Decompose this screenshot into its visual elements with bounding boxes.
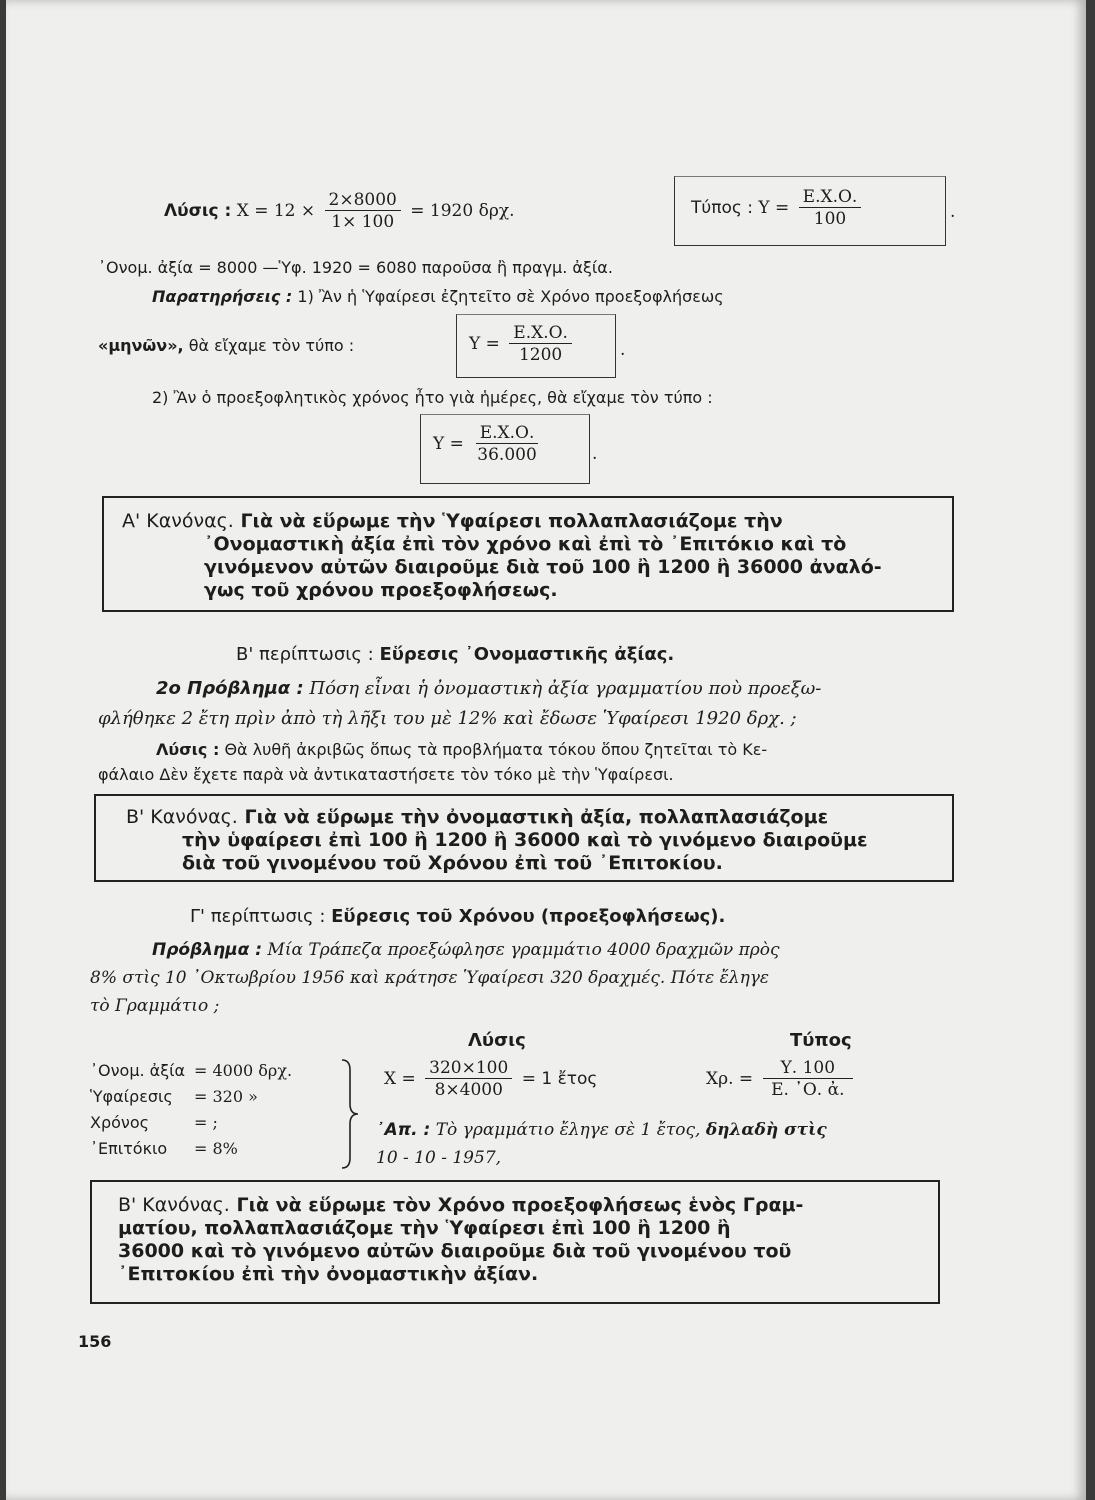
- rule-line: ματίου, πολλαπλασιάζομε τὴν Ὑφαίρεσι ἐπὶ 100 ἢ 1200 ἢ: [118, 1217, 731, 1239]
- case-title: Εὕρεσις ᾿Ονομαστικῆς ἀξίας.: [379, 644, 675, 665]
- fraction-numerator: Υ. 100: [763, 1058, 853, 1079]
- fraction-numerator: 2×8000: [325, 190, 401, 211]
- given-key: ᾿Επιτόκιο: [90, 1139, 168, 1158]
- problem-text: Μία Τράπεζα προεξώφλησε γραμμάτιο 4000 δραχμῶν πρὸς: [267, 940, 780, 960]
- rule-b1-box: [94, 794, 954, 882]
- remarks-line-1: [152, 287, 724, 306]
- right-brace-icon: [338, 1058, 360, 1170]
- formula-box-months: [456, 314, 616, 378]
- rule-line: ᾿Ονομαστικὴ ἀξία ἐπὶ τὸν χρόνο καὶ ἐπὶ τὸ ᾿Επιτόκιο καὶ τὸ: [204, 533, 847, 555]
- fraction-numerator: 320×100: [425, 1058, 512, 1079]
- fraction-denominator: 36.000: [477, 445, 537, 465]
- given-data: [90, 1058, 292, 1162]
- rule-label: Α' Κανόνας.: [122, 510, 234, 532]
- rule-line: Γιὰ νὰ εὕρωμε τὴν Ὑφαίρεσι πολλαπλασιάζομε τὴν: [240, 510, 783, 532]
- fraction-denominator: 1× 100: [331, 212, 395, 232]
- rule-line: ᾿Επιτοκίου ἐπὶ τὴν ὀνομαστικὴν ἀξίαν.: [118, 1263, 539, 1285]
- formula-fraction: [799, 187, 862, 230]
- given-row: [90, 1084, 292, 1110]
- formula-fraction: [473, 423, 540, 466]
- page-number: 156: [78, 1332, 112, 1351]
- formula-period: .: [620, 340, 626, 360]
- solution-lhs: Χ = 12 ×: [236, 201, 316, 221]
- solution-lhs: Χ =: [384, 1069, 416, 1089]
- problem-2-line-1: [156, 678, 821, 699]
- fraction-denominator: 1200: [518, 345, 563, 365]
- solution-3: [384, 1058, 597, 1101]
- fraction-numerator: Ε.Χ.Ο.: [509, 323, 572, 344]
- answer-text: Τὸ γραμμάτιο ἔληγε σὲ 1 ἔτος,: [435, 1120, 701, 1140]
- book-page: [6, 0, 1086, 1500]
- answer-emphasis: δηλαδὴ στὶς: [705, 1120, 827, 1140]
- formula-fraction: [509, 323, 572, 366]
- solution-label: Λύσις :: [164, 201, 232, 221]
- problem-label: 2ο Πρόβλημα :: [156, 678, 304, 699]
- problem-2-solution-2: φάλαιο Δὲν ἔχετε παρὰ νὰ ἀντικαταστήσετε τὸν τόκο μὲ τὴν Ὑφαίρεσι.: [98, 765, 674, 784]
- given-key: Χρόνος: [90, 1113, 150, 1132]
- given-row: [90, 1136, 292, 1162]
- given-value: = 320 »: [194, 1087, 258, 1106]
- case-title: Εὕρεσις τοῦ Χρόνου (προεξοφλήσεως).: [331, 906, 726, 927]
- given-value: = ;: [194, 1113, 218, 1132]
- formula-label: Τύπος :: [691, 198, 753, 218]
- problem-3-line-2: 8% στὶς 10 ᾿Οκτωβρίου 1956 καὶ κράτησε Ὑφαίρεσι 320 δραχμές. Πότε ἔληγε: [90, 968, 770, 988]
- problem-text: Πόση εἶναι ἡ ὀνομαστικὴ ἀξία γραμματίου ποὺ προεξω-: [309, 678, 822, 699]
- rule-label: Β' Κανόνας.: [118, 1194, 230, 1216]
- formula-period: .: [950, 202, 956, 222]
- remarks-label: Παρατηρήσεις :: [152, 287, 293, 306]
- fraction-denominator: Ε. ᾿Ο. ἀ.: [771, 1080, 845, 1100]
- given-key: Ὑφαίρεσις: [90, 1087, 173, 1106]
- rule-line: 36000 καὶ τὸ γινόμενο αὐτῶν διαιροῦμε διὰ τοῦ γινομένου τοῦ: [118, 1240, 792, 1262]
- problem-2-solution-1: [156, 740, 767, 759]
- case-c-heading: [190, 906, 725, 927]
- formula-box-days: [420, 414, 590, 484]
- problem-3-line-3: τὸ Γραμμάτιο ;: [90, 996, 220, 1016]
- remarks-months: «μηνῶν»,: [98, 336, 184, 355]
- remarks-line-2: 2) Ἂν ὁ προεξοφλητικὸς χρόνος ἦτο γιὰ ἡμέρες, θὰ εἴχαμε τὸν τύπο :: [152, 388, 713, 407]
- case-prefix: Β' περίπτωσις :: [236, 644, 374, 665]
- formula-lhs: Χρ. =: [706, 1069, 754, 1089]
- solution-label: Λύσις :: [156, 740, 220, 759]
- formula-lhs: Υ =: [758, 198, 790, 218]
- rule-line: διὰ τοῦ γινομένου τοῦ Χρόνου ἐπὶ τοῦ ᾿Επιτοκίου.: [182, 852, 723, 874]
- given-row: [90, 1110, 292, 1136]
- problem-2-line-2: φλήθηκε 2 ἔτη πρὶν ἀπὸ τὴ λῆξι του μὲ 12% καὶ ἔδωσε Ὑφαίρεσι 1920 δρχ. ;: [98, 708, 797, 729]
- rule-line: τὴν ὑφαίρεσι ἐπὶ 100 ἢ 1200 ἢ 36000 καὶ τὸ γινόμενο διαιροῦμε: [182, 829, 868, 851]
- fraction-denominator: 100: [813, 209, 847, 229]
- rule-line: γως τοῦ χρόνου προεξοφλήσεως.: [204, 579, 558, 601]
- rule-a-box: [102, 496, 954, 612]
- remarks-text-1b: θὰ εἴχαμε τὸν τύπο :: [188, 336, 355, 355]
- solution-fraction: [325, 190, 401, 233]
- given-row: [90, 1058, 292, 1084]
- formula-lhs: Υ =: [469, 334, 500, 354]
- formula-period: .: [592, 444, 598, 464]
- fraction-numerator: Ε.Χ.Ο.: [476, 423, 539, 444]
- rule-label: Β' Κανόνας.: [126, 806, 238, 828]
- rule-line: Γιὰ νὰ εὕρωμε τὴν ὀνομαστικὴ ἀξία, πολλαπλασιάζομε: [244, 806, 829, 828]
- case-prefix: Γ' περίπτωσις :: [190, 906, 326, 927]
- nominal-value-line: ᾿Ονομ. ἀξία = 8000 —Ὑφ. 1920 = 6080 παροῦσα ἢ πραγμ. ἀξία.: [98, 258, 613, 277]
- solution-heading: Λύσις: [468, 1030, 526, 1051]
- rule-line: γινόμενον αὐτῶν διαιροῦμε διὰ τοῦ 100 ἢ 1200 ἢ 36000 ἀναλό-: [204, 556, 882, 578]
- rule-b2-box: [90, 1180, 940, 1304]
- solution-1: [164, 190, 515, 233]
- formula-heading: Τύπος: [790, 1030, 852, 1051]
- formula-fraction: [763, 1058, 853, 1101]
- given-value: = 8%: [194, 1139, 238, 1158]
- formula-lhs: Υ =: [433, 434, 464, 454]
- answer-label: ᾿Απ. :: [376, 1120, 431, 1140]
- solution-text: Θὰ λυθῆ ἀκριβῶς ὅπως τὰ προβλήματα τόκου ὅπου ζητεῖται τὸ Κε-: [224, 740, 768, 759]
- fraction-denominator: 8×4000: [434, 1080, 503, 1100]
- answer-line-2: 10 - 10 - 1957,: [376, 1148, 502, 1168]
- answer-line-1: [376, 1120, 827, 1140]
- problem-label: Πρόβλημα :: [152, 940, 263, 960]
- formula-box: [674, 176, 946, 246]
- solution-fraction: [425, 1058, 512, 1101]
- remarks-text-1: 1) Ἂν ἡ Ὑφαίρεσι ἐζητεῖτο σὲ Χρόνο προεξοφλήσεως: [297, 287, 724, 306]
- case-b-heading: [236, 644, 674, 665]
- remarks-line-1b: [98, 336, 354, 355]
- formula-3: [706, 1058, 857, 1101]
- solution-rhs: = 1920 δρχ.: [410, 201, 515, 221]
- solution-rhs: = 1 ἔτος: [521, 1069, 598, 1089]
- given-value: = 4000 δρχ.: [194, 1061, 293, 1080]
- problem-3-line-1: [152, 940, 780, 960]
- given-key: ᾿Ονομ. ἀξία: [90, 1061, 186, 1080]
- fraction-numerator: Ε.Χ.Ο.: [799, 187, 862, 208]
- rule-line: Γιὰ νὰ εὕρωμε τὸν Χρόνο προεξοφλήσεως ἑνὸς Γραμ-: [236, 1194, 804, 1216]
